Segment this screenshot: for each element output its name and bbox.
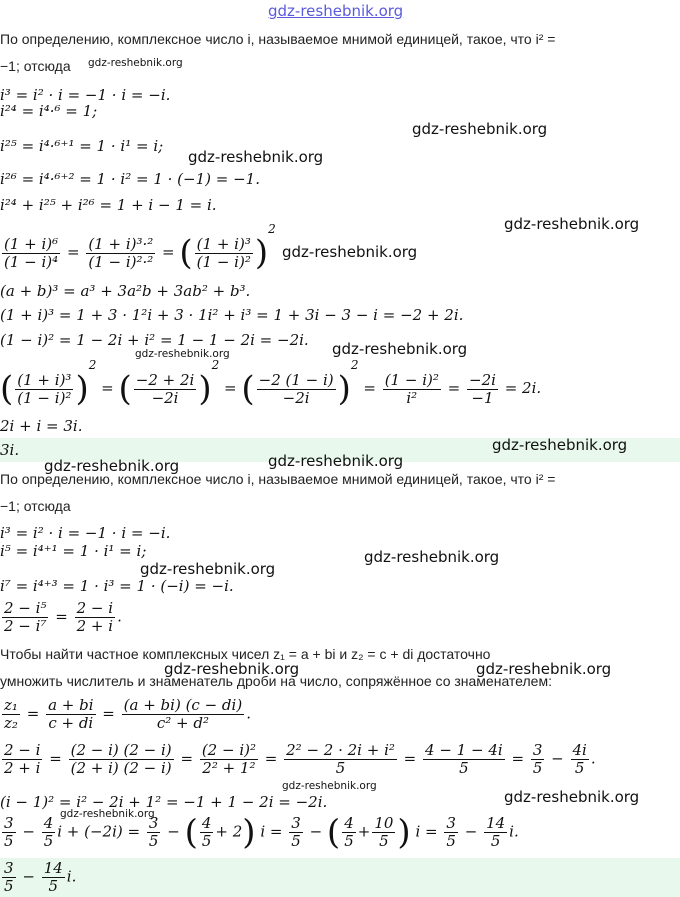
equals-sign: =	[101, 379, 114, 397]
fraction-denominator: 5	[4, 832, 14, 850]
fraction-numerator: 2 − i	[4, 741, 41, 759]
eq-quotient-computation	[0, 742, 596, 777]
fraction-numerator: 10	[374, 814, 394, 832]
watermark: gdz-reshebnik.org	[504, 788, 640, 806]
fraction-denominator: −2i	[282, 388, 310, 407]
fraction-numerator: 4	[43, 814, 54, 832]
fraction-denominator: c + di	[48, 714, 94, 732]
fraction-numerator: (1 + i)³	[196, 234, 251, 253]
equals-sign: =	[66, 243, 80, 261]
fraction-denominator: i²	[406, 388, 418, 407]
watermark: gdz-reshebnik.org	[164, 660, 300, 678]
fraction-numerator: 14	[43, 859, 63, 877]
open-paren: (	[118, 369, 132, 409]
equals-sign: =	[49, 749, 62, 768]
expression-text: i =	[415, 822, 438, 841]
eq-big-fraction-chain	[0, 358, 541, 407]
expression-text: i + (−2i) =	[57, 822, 141, 841]
fraction-numerator: 3	[291, 814, 301, 832]
intro-text-2: По определению, комплексное число i, называемое мнимой единицей, такое, что i² =	[0, 471, 556, 487]
division-explanation-2: умножить числитель и знаменатель дроби на число, сопряжённое со знаменателем:	[0, 673, 552, 689]
fraction-denominator: 5	[532, 759, 543, 777]
division-explanation-1: Чтобы найти частное комплексных чисел z₁ = a + bi и z₂ = c + di достаточно	[0, 646, 491, 662]
minus-sign: −	[551, 749, 564, 768]
period: .	[590, 749, 596, 768]
fraction-denominator: (1 − i)²	[196, 252, 251, 271]
minus-sign: −	[167, 822, 180, 841]
fraction-numerator: 2 − i⁵	[4, 599, 47, 617]
equals-sign: =	[403, 749, 417, 768]
fraction-denominator: 5	[379, 832, 389, 850]
fraction-denominator: 5	[201, 832, 212, 850]
intro-text-2-cont: −1; отсюда	[0, 498, 71, 514]
open-paren: (	[179, 233, 193, 273]
fraction-denominator: 5	[490, 832, 501, 850]
watermark: gdz-reshebnik.org	[476, 660, 612, 678]
watermark: gdz-reshebnik.org	[504, 215, 640, 233]
result-text: = 2i.	[504, 379, 542, 397]
fraction-numerator: 3	[532, 741, 543, 759]
intro-text-1-cont: −1; отсюда	[0, 58, 71, 74]
eq-i-24: i²⁴ = i⁴·⁶ = 1;	[0, 102, 98, 120]
plus-sign: +	[357, 822, 371, 841]
fraction-numerator: (1 + i)³	[17, 370, 72, 389]
close-paren: )	[242, 812, 256, 853]
fraction-denominator: z₂	[4, 714, 18, 732]
fraction-numerator: 3	[4, 814, 14, 832]
fraction-denominator: (1 − i)²	[17, 388, 72, 407]
answer-2	[0, 860, 76, 895]
fraction-numerator: (1 + i)⁶	[4, 234, 59, 253]
eq-quotient-setup	[0, 600, 122, 635]
eq-i-5: i⁵ = i⁴⁺¹ = 1 · i¹ = i;	[0, 542, 147, 560]
fraction-numerator: z₁	[4, 696, 18, 714]
close-paren: )	[337, 369, 351, 409]
close-paren: )	[198, 369, 212, 409]
fraction-numerator: 4i	[572, 741, 587, 759]
fraction-denominator: 5	[574, 759, 585, 777]
eq-sum-powers: i²⁴ + i²⁵ + i²⁶ = 1 + i − 1 = i.	[0, 196, 217, 214]
watermark-small: gdz-reshebnik.org	[282, 780, 377, 792]
equals-sign: =	[26, 704, 40, 723]
fraction-numerator: −2 (1 − i)	[258, 370, 334, 389]
fraction-numerator: −2i	[469, 370, 496, 389]
exponent: 2	[350, 358, 359, 372]
eq-i-cubed: i³ = i² · i = −1 · i = −i.	[0, 86, 171, 104]
expression-text: + 2	[215, 822, 243, 841]
watermark: gdz-reshebnik.org	[188, 148, 324, 166]
fraction-numerator: (1 + i)³·²	[88, 234, 154, 253]
watermark-small: gdz-reshebnik.org	[60, 808, 155, 820]
watermark: gdz-reshebnik.org	[282, 243, 418, 261]
watermark: gdz-reshebnik.org	[44, 457, 180, 475]
expression-text: i.	[66, 867, 77, 886]
open-paren: (	[184, 812, 198, 853]
watermark-small: gdz-reshebnik.org	[135, 348, 230, 360]
eq-one-plus-i-cubed: (1 + i)³ = 1 + 3 · 1²i + 3 · 1i² + i³ = 1 + 3i − 3 − i = −2 + 2i.	[0, 306, 464, 324]
fraction-denominator: −1	[471, 388, 494, 407]
fraction-numerator: (2 − i)²	[201, 741, 256, 759]
minus-sign: −	[22, 867, 35, 886]
watermark: gdz-reshebnik.org	[332, 340, 468, 358]
expression-text: i.	[509, 822, 519, 841]
equals-sign: =	[55, 607, 68, 626]
fraction-denominator: 5	[43, 832, 54, 850]
period: .	[246, 704, 251, 723]
exponent: 2	[268, 222, 276, 236]
fraction-denominator: 5	[48, 877, 58, 895]
fraction-numerator: 4	[344, 814, 354, 832]
answer-1: 3i.	[0, 441, 20, 459]
open-paren: (	[326, 812, 341, 853]
fraction-numerator: (1 − i)²	[384, 370, 439, 389]
eq-i-26: i²⁶ = i⁴·⁶⁺² = 1 · i² = 1 · (−1) = −1.	[0, 170, 260, 188]
fraction-numerator: 14	[486, 814, 506, 832]
eq-fraction-power	[0, 222, 276, 271]
equals-sign: =	[264, 749, 278, 768]
fraction-denominator: 5	[4, 877, 14, 895]
fraction-denominator: −2i	[151, 388, 179, 407]
fraction-numerator: 4 − 1 − 4i	[425, 741, 503, 759]
fraction-numerator: (2 − i) (2 − i)	[70, 741, 172, 759]
exponent: 2	[88, 358, 97, 372]
fraction-denominator: 2² + 1²	[202, 759, 256, 777]
close-paren: )	[397, 812, 411, 853]
equals-sign: =	[511, 749, 525, 768]
fraction-denominator: (1 − i)⁴	[4, 252, 59, 271]
eq-i-7: i⁷ = i⁴⁺³ = 1 · i³ = 1 · (−i) = −i.	[0, 577, 234, 595]
open-paren: (	[241, 369, 255, 409]
open-paren: (	[0, 369, 14, 409]
watermark: gdz-reshebnik.org	[412, 120, 548, 138]
fraction-denominator: 5	[291, 832, 301, 850]
eq-i-25: i²⁵ = i⁴·⁶⁺¹ = 1 · i¹ = i;	[0, 137, 164, 155]
fraction-denominator: 5	[446, 832, 456, 850]
fraction-denominator: (1 − i)²·²	[88, 252, 154, 271]
intro-text-1: По определению, комплексное число i, называемое мнимой единицей, такое, что i² =	[0, 31, 556, 47]
fraction-denominator: 5	[459, 759, 469, 777]
fraction-denominator: 5	[148, 832, 159, 850]
watermark: gdz-reshebnik.org	[364, 548, 500, 566]
fraction-numerator: a + bi	[48, 696, 94, 714]
eq-i-minus-1-squared: (i − 1)² = i² − 2i + 1² = −1 + 1 − 2i = −2i.	[0, 793, 328, 811]
fraction-numerator: 3	[4, 859, 14, 877]
minus-sign: −	[309, 822, 323, 841]
fraction-numerator: 2 − i	[76, 599, 114, 617]
fraction-denominator: c² + d²	[156, 714, 209, 732]
eq-binomial-cube: (a + b)³ = a³ + 3a²b + 3ab² + b³.	[0, 282, 251, 300]
watermark-top-link[interactable]: gdz-reshebnik.org	[268, 2, 404, 20]
close-paren: )	[75, 369, 89, 409]
watermark: gdz-reshebnik.org	[140, 560, 276, 578]
answer-highlight-2	[0, 858, 680, 897]
fraction-denominator: (2 + i) (2 − i)	[70, 759, 172, 777]
watermark-small: gdz-reshebnik.org	[88, 57, 183, 69]
fraction-denominator: 2 − i⁷	[4, 617, 47, 635]
minus-sign: −	[464, 822, 478, 841]
close-paren: )	[254, 233, 269, 273]
eq-quotient-formula	[0, 697, 251, 732]
expression-text: i =	[260, 822, 283, 841]
equals-sign: =	[447, 379, 461, 397]
exponent: 2	[211, 358, 220, 372]
equals-sign: =	[162, 243, 175, 261]
eq-i-cubed-2: i³ = i² · i = −1 · i = −i.	[0, 524, 171, 542]
fraction-numerator: −2 + 2i	[135, 370, 195, 389]
watermark: gdz-reshebnik.org	[268, 452, 404, 470]
fraction-numerator: (a + bi) (c − di)	[123, 696, 243, 714]
fraction-numerator: 3	[148, 814, 159, 832]
fraction-numerator: 3	[446, 814, 456, 832]
equals-sign: =	[363, 379, 376, 397]
equals-sign: =	[224, 379, 237, 397]
fraction-denominator: 2 + i	[4, 759, 41, 777]
eq-one-minus-i-squared: (1 − i)² = 1 − 2i + i² = 1 − 1 − 2i = −2i.	[0, 331, 309, 349]
fraction-denominator: 5	[335, 759, 346, 777]
equals-sign: =	[102, 704, 115, 723]
minus-sign: −	[22, 822, 35, 841]
equals-sign: =	[180, 749, 194, 768]
watermark: gdz-reshebnik.org	[492, 436, 628, 454]
fraction-denominator: 5	[344, 832, 354, 850]
fraction-numerator: 4	[201, 814, 212, 832]
fraction-numerator: 2² − 2 · 2i + i²	[286, 741, 395, 759]
period: .	[117, 607, 122, 626]
eq-final-sum: 2i + i = 3i.	[0, 417, 83, 435]
fraction-denominator: 2 + i	[76, 617, 114, 635]
